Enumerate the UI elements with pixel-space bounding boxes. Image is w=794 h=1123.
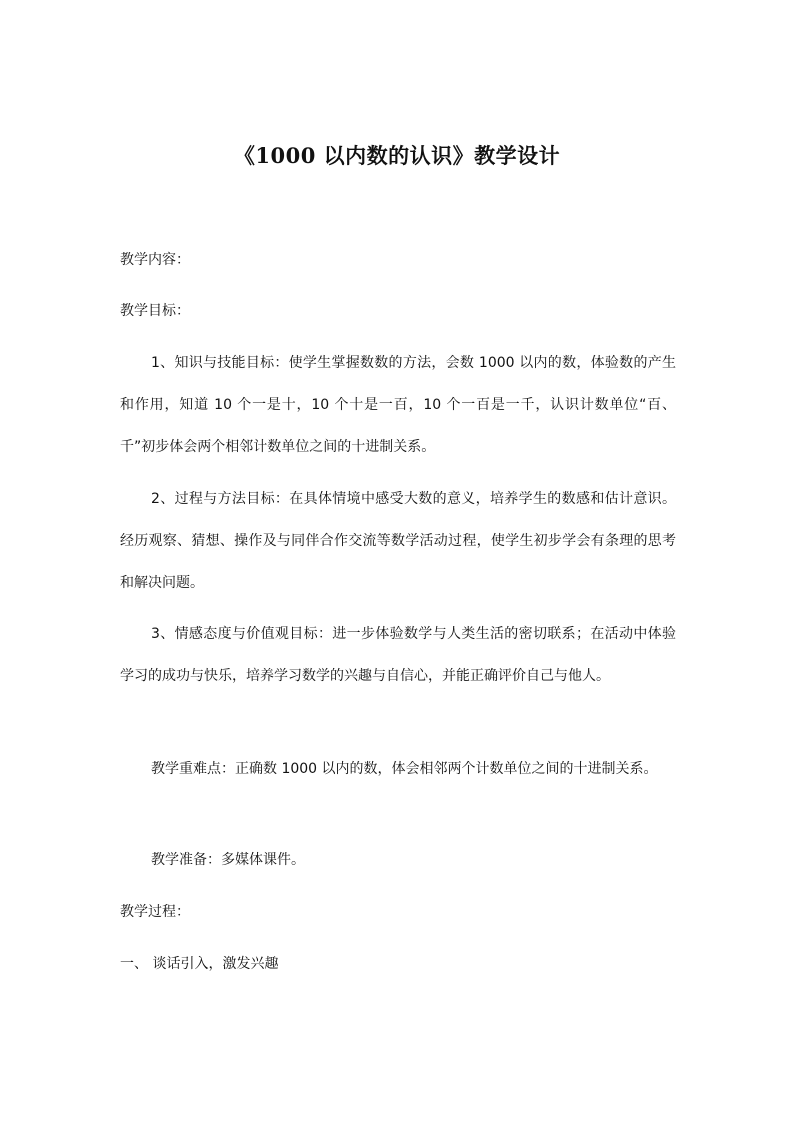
- key-difficult-points: 教学重难点：正确数 1000 以内的数，体会相邻两个计数单位之间的十进制关系。: [151, 761, 658, 777]
- teaching-content-label: 教学内容：: [120, 252, 190, 268]
- teaching-preparation: 教学准备：多媒体课件。: [151, 852, 305, 868]
- teaching-goals-label: 教学目标：: [120, 303, 190, 319]
- goal-emotion-attitude: 3、情感态度与价值观目标：进一步体验数学与人类生活的密切联系；在活动中体验学习的成功与快乐，培养学习数学的兴趣与自信心，并能正确评价自己与他人。: [120, 626, 676, 684]
- teaching-process-label: 教学过程：: [120, 904, 190, 920]
- goal-process-methods: 2、过程与方法目标：在具体情境中感受大数的意义，培养学生的数感和估计意识。经历观察、猜想、操作及与同伴合作交流等数学活动过程，使学生初步学会有条理的思考和解决问题。: [120, 491, 676, 591]
- goal-knowledge-skills: 1、知识与技能目标：使学生掌握数数的方法，会数 1000 以内的数，体验数的产生和作用，知道 10 个一是十，10 个十是一百，10 个一百是一千，认识计数单位“百、千”初步体会两个相邻计数单位之间的十进制关系。: [120, 355, 676, 455]
- section-heading-1: 一、 谈话引入，激发兴趣: [120, 956, 279, 972]
- document-title: 《1000 以内数的认识》教学设计: [233, 143, 561, 168]
